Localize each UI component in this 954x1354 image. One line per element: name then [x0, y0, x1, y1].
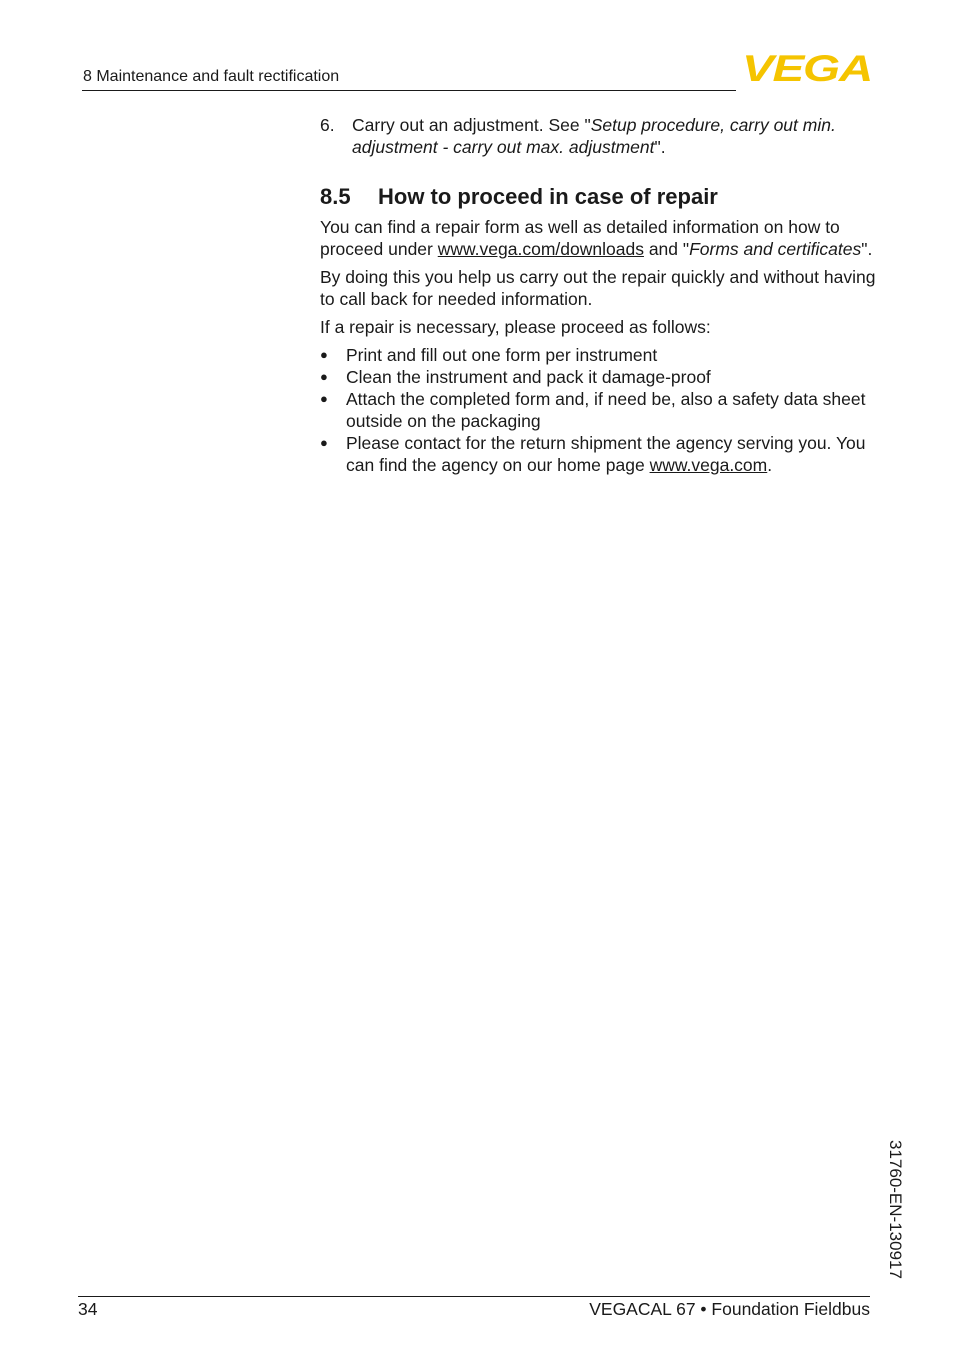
section-heading: [320, 184, 880, 210]
step-6: [320, 114, 880, 158]
para1-text-a: You can find a repair form as well as detailed information on how to proceed under: [320, 217, 840, 259]
step-text: [352, 114, 880, 158]
paragraph-proceed: If a repair is necessary, please proceed as follows:: [320, 317, 711, 337]
para1-text-b: and ": [643, 239, 690, 259]
list-item-text: Print and fill out one form per instrument: [346, 345, 658, 365]
header-divider: [82, 90, 736, 91]
document-code: 31760-EN-130917: [886, 1140, 905, 1279]
step-text-b: ".: [654, 137, 666, 157]
step-number: 6.: [320, 115, 335, 135]
bullet-icon: ●: [320, 391, 328, 406]
footer-divider: [78, 1296, 870, 1297]
logo-wordmark: VEGA: [742, 52, 872, 84]
list-item-text: Clean the instrument and pack it damage-proof: [346, 367, 711, 387]
product-name: VEGACAL 67 • Foundation Fieldbus: [589, 1299, 870, 1319]
para1-italic: Forms and certificates: [689, 239, 862, 259]
bullet4-text-b: .: [767, 455, 773, 475]
list-item: [320, 388, 880, 432]
bullet-icon: ●: [320, 435, 328, 450]
list-item: [320, 344, 880, 366]
homepage-link[interactable]: www.vega.com: [649, 455, 768, 475]
section-title: How to proceed in case of repair: [378, 184, 718, 209]
list-item: [320, 432, 880, 476]
list-item: [320, 366, 880, 388]
paragraph-repair-form: [320, 216, 880, 260]
para1-text-c: ".: [861, 239, 873, 259]
step-text-italic: Setup procedure, carry out min. adjustment - carry out max. adjustment: [352, 115, 836, 157]
bullet4-text-a: Please contact for the return shipment the agency serving you. You can find the agency on our home page: [346, 433, 866, 475]
paragraph-help: By doing this you help us carry out the repair quickly and without having to call back for needed information.: [320, 267, 876, 309]
main-content: [320, 114, 880, 476]
running-header: 8 Maintenance and fault rectification: [83, 68, 340, 85]
section-number: 8.5: [320, 184, 351, 209]
downloads-link[interactable]: www.vega.com/downloads: [437, 239, 644, 259]
repair-steps-list: [320, 344, 880, 476]
step-text-a: Carry out an adjustment. See ": [352, 115, 591, 135]
bullet-icon: ●: [320, 347, 328, 362]
bullet-icon: ●: [320, 369, 328, 384]
page-number: 34: [78, 1299, 98, 1319]
list-item-text: Attach the completed form and, if need be, also a safety data sheet outside on the packaging: [346, 389, 866, 431]
vega-logo: [741, 52, 873, 84]
list-item-text: [346, 432, 880, 476]
